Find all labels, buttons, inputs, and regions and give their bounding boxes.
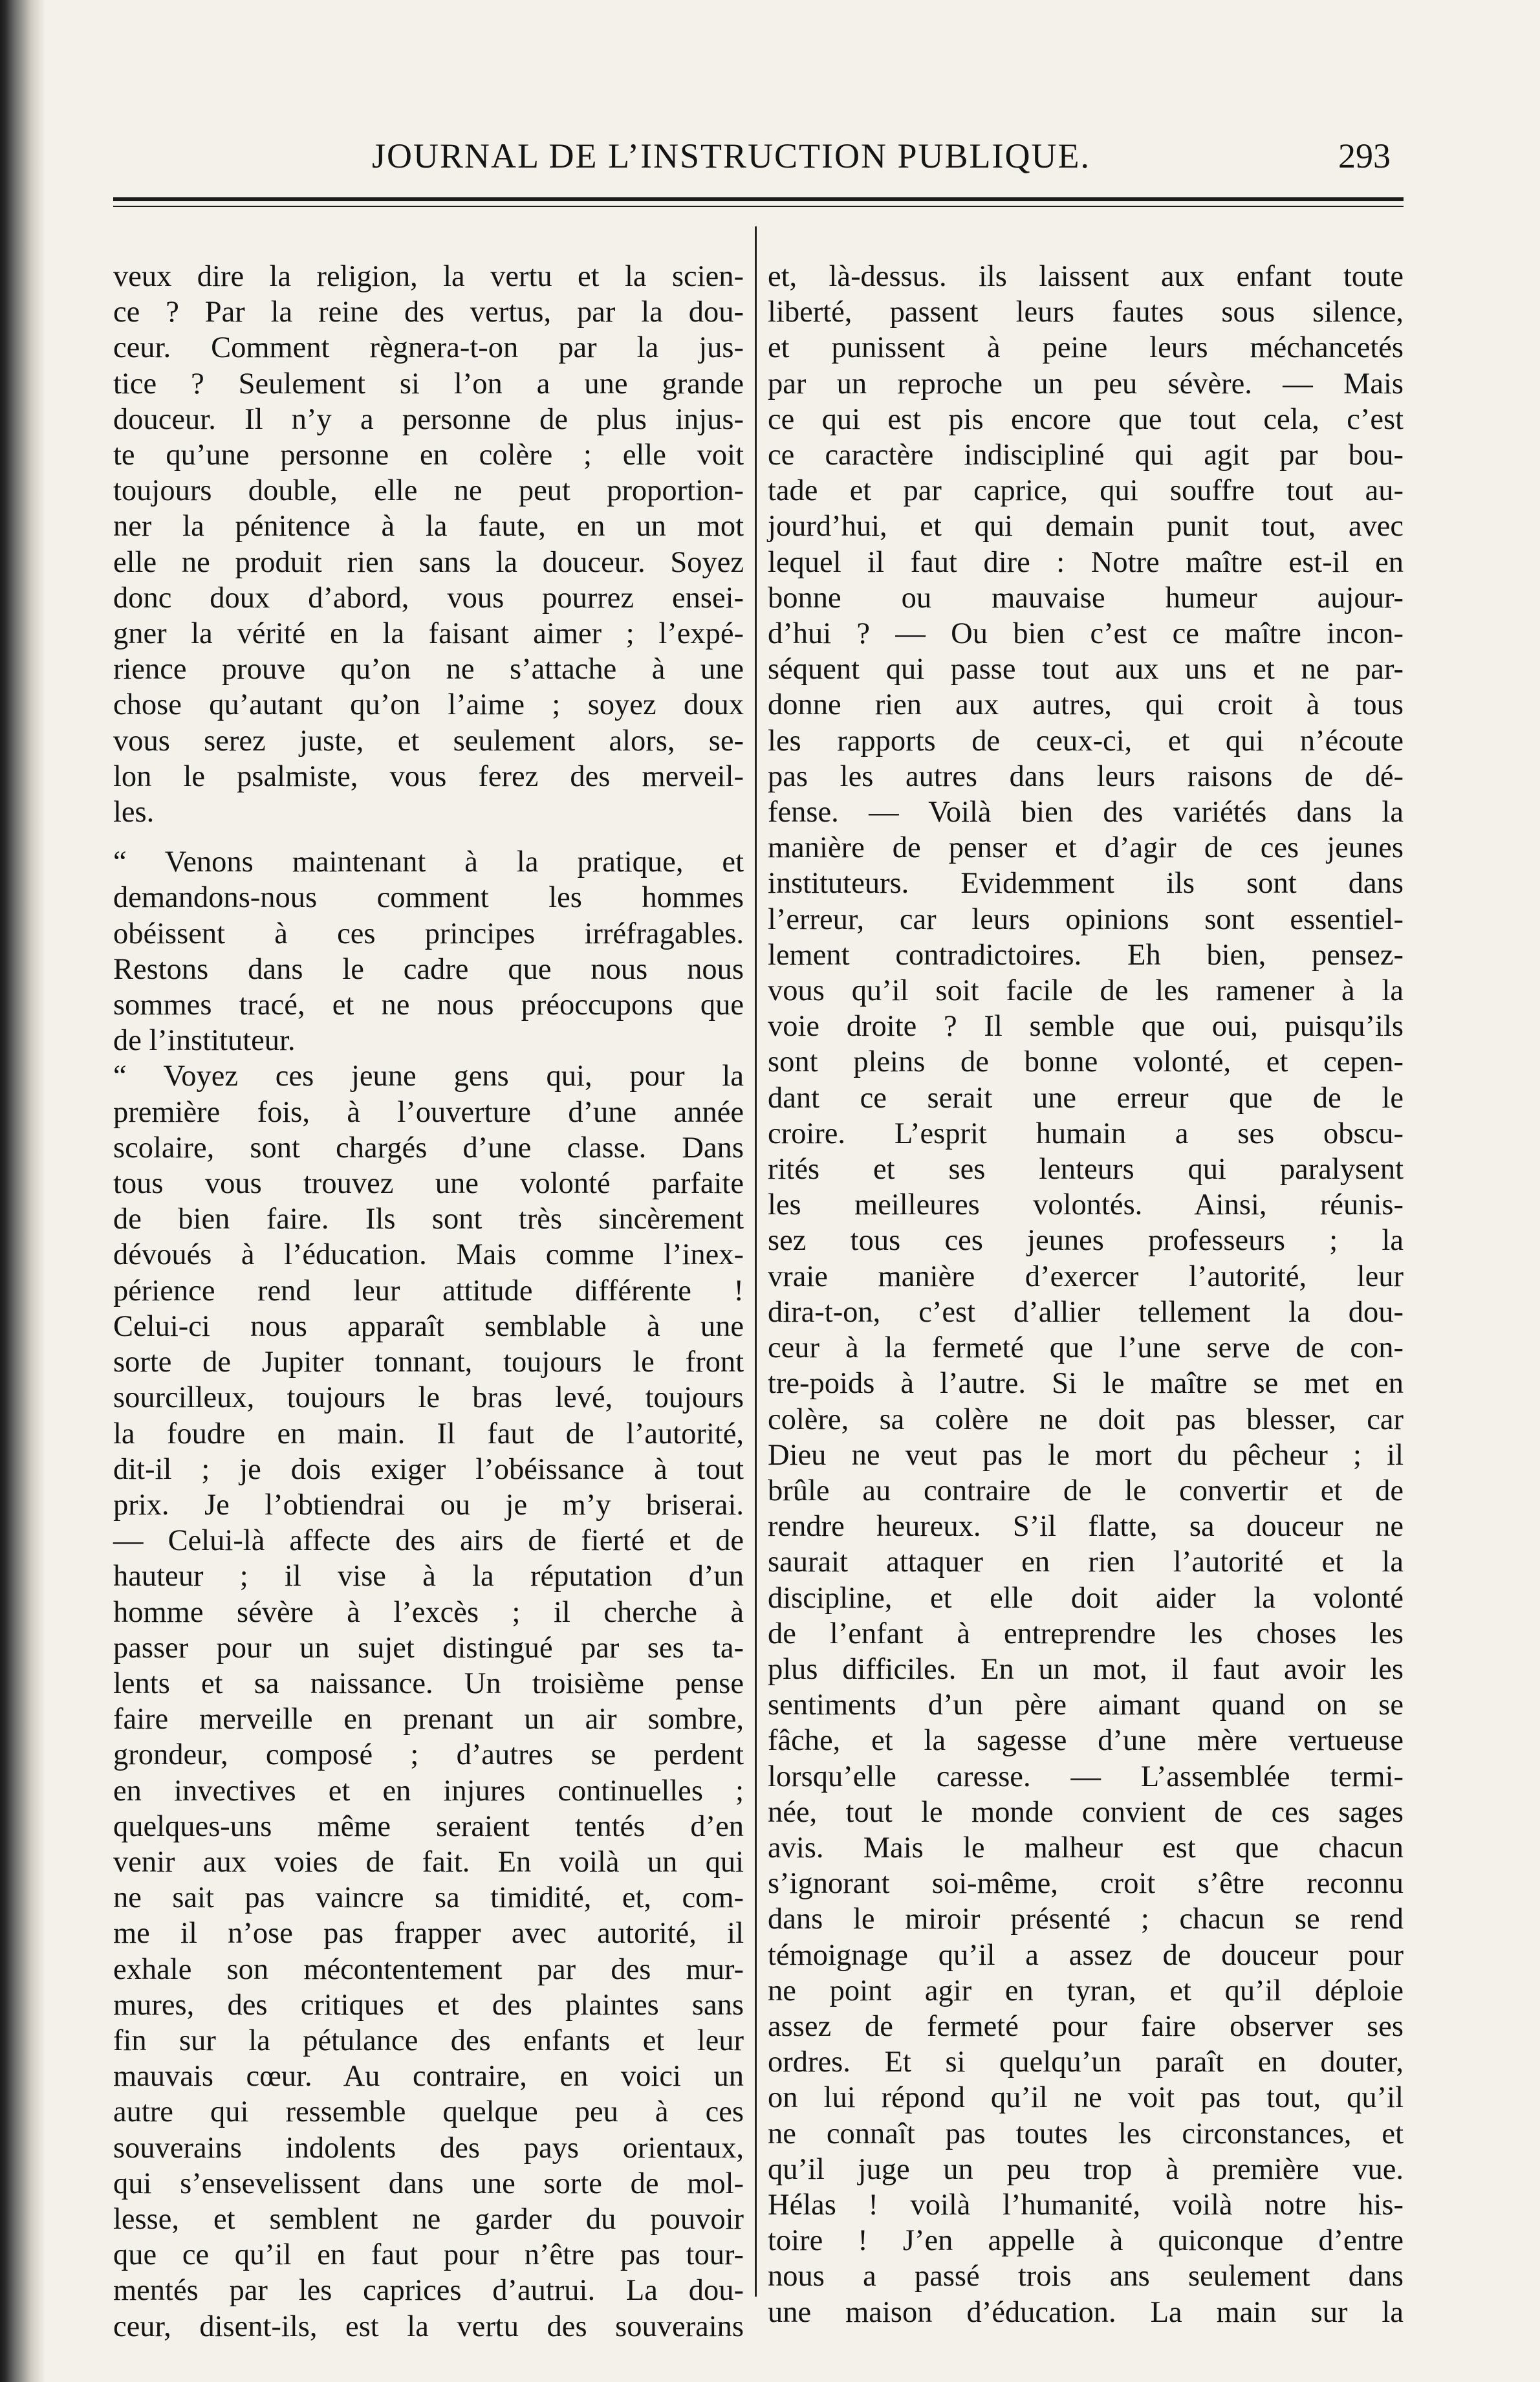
- text-line: pas les autres dans leurs raisons de dé-: [768, 759, 1404, 793]
- text-line: “ Voyez ces jeune gens qui, pour la: [113, 1060, 744, 1093]
- text-line: témoignage qu’il a assez de douceur pour: [768, 1938, 1404, 1972]
- text-line: sont pleins de bonne volonté, et cepen-: [768, 1045, 1404, 1079]
- left-column: [113, 259, 744, 2344]
- page-number: 293: [1338, 137, 1391, 175]
- column-divider: [755, 226, 757, 2297]
- text-line: lement contradictoires. Eh bien, pensez-: [768, 938, 1404, 972]
- text-line: une maison d’éducation. La main sur la: [768, 2295, 1404, 2329]
- text-line: souverains indolents des pays orientaux,: [113, 2131, 744, 2165]
- text-line: me il n’ose pas frapper avec autorité, il: [113, 1917, 744, 1950]
- header-rule-thin: [113, 206, 1404, 207]
- text-line: scolaire, sont chargés d’une classe. Dans: [113, 1131, 744, 1164]
- text-line: sorte de Jupiter tonnant, toujours le front: [113, 1346, 744, 1379]
- text-line: croire. L’esprit humain a ses obscu-: [768, 1117, 1404, 1150]
- text-line: de l’enfant à entreprendre les choses les: [768, 1617, 1404, 1650]
- text-line: mures, des critiques et des plaintes sans: [113, 1988, 744, 2022]
- text-line: “ Venons maintenant à la pratique, et: [113, 846, 744, 879]
- text-line: voie droite ? Il semble que oui, puisqu’ils: [768, 1010, 1404, 1043]
- text-line: dans le miroir présenté ; chacun se rend: [768, 1903, 1404, 1936]
- text-line: passer pour un sujet distingué par ses ta-: [113, 1631, 744, 1665]
- text-line: mauvais cœur. Au contraire, en voici un: [113, 2060, 744, 2093]
- text-line: ne point agir en tyran, et qu’il déploie: [768, 1974, 1404, 2007]
- text-line: ceur. Comment règnera-t-on par la jus-: [113, 331, 744, 365]
- text-line: demandons-nous comment les hommes: [113, 881, 744, 915]
- text-line: tre-poids à l’autre. Si le maître se met en: [768, 1367, 1404, 1401]
- text-line: en invectives et en injures continuelles ;: [113, 1774, 744, 1808]
- text-line: te qu’une personne en colère ; elle voit: [113, 439, 744, 472]
- text-line: tice ? Seulement si l’on a une grande: [113, 367, 744, 400]
- text-line: on lui répond qu’il ne voit pas tout, qu’il: [768, 2081, 1404, 2115]
- text-line: dévoués à l’éducation. Mais comme l’inex-: [113, 1238, 744, 1272]
- text-line: d’hui ? — Ou bien c’est ce maître incon-: [768, 617, 1404, 651]
- text-line: ceur à la fermeté que l’une serve de con-: [768, 1331, 1404, 1365]
- text-line: première fois, à l’ouverture d’une année: [113, 1095, 744, 1129]
- text-line: par un reproche un peu sévère. — Mais: [768, 367, 1404, 400]
- text-line: que ce qu’il en faut pour n’être pas tour-: [113, 2238, 744, 2272]
- text-line: jourd’hui, et qui demain punit tout, avec: [768, 510, 1404, 543]
- text-line: tous vous trouvez une volonté parfaite: [113, 1167, 744, 1201]
- text-line: assez de fermeté pour faire observer ses: [768, 2009, 1404, 2043]
- text-line: née, tout le monde convient de ces sages: [768, 1795, 1404, 1829]
- text-line: qui s’ensevelissent dans une sorte de mol-: [113, 2167, 744, 2200]
- text-line: discipline, et elle doit aider la volonté: [768, 1581, 1404, 1615]
- running-title: JOURNAL DE L’INSTRUCTION PUBLIQUE.: [372, 137, 1090, 175]
- paragraph-gap: [113, 830, 744, 844]
- text-line: lesse, et semblent ne garder du pouvoir: [113, 2202, 744, 2236]
- text-line: sentiments d’un père aimant quand on se: [768, 1688, 1404, 1722]
- text-line: bonne ou mauvaise humeur aujour-: [768, 581, 1404, 615]
- text-line: fense. — Voilà bien des variétés dans la: [768, 796, 1404, 829]
- text-line: manière de penser et d’agir de ces jeunes: [768, 831, 1404, 865]
- text-line: homme sévère à l’excès ; il cherche à: [113, 1595, 744, 1629]
- text-line: nous a passé trois ans seulement dans: [768, 2260, 1404, 2293]
- text-line: vous qu’il soit facile de les ramener à la: [768, 974, 1404, 1008]
- text-line: de l’instituteur.: [113, 1024, 296, 1058]
- text-line: qu’il juge un peu trop à première vue.: [768, 2152, 1404, 2186]
- text-line: l’erreur, car leurs opinions sont essentiel-: [768, 902, 1404, 936]
- text-line: mentés par les caprices d’autrui. La dou-: [113, 2274, 744, 2308]
- text-line: rendre heureux. S’il flatte, sa douceur ne: [768, 1510, 1404, 1544]
- text-line: rités et ses lenteurs qui paralysent: [768, 1153, 1404, 1186]
- text-line: Hélas ! voilà l’humanité, voilà notre his-: [768, 2188, 1404, 2222]
- text-line: douceur. Il n’y a personne de plus injus-: [113, 402, 744, 436]
- text-line: séquent qui passe tout aux uns et ne par-: [768, 653, 1404, 686]
- text-line: chose qu’autant qu’on l’aime ; soyez doux: [113, 688, 744, 722]
- text-line: donne rien aux autres, qui croit à tous: [768, 688, 1404, 722]
- text-line: ceur, disent-ils, est la vertu des souverains: [113, 2310, 744, 2343]
- text-line: venir aux voies de fait. En voilà un qui: [113, 1845, 744, 1879]
- text-line: toujours double, elle ne peut proportion-: [113, 474, 744, 508]
- text-line: fâche, et la sagesse d’une mère vertueuse: [768, 1724, 1404, 1758]
- text-line: autre qui ressemble quelque peu à ces: [113, 2095, 744, 2129]
- text-line: la foudre en main. Il faut de l’autorité,: [113, 1417, 744, 1450]
- text-line: veux dire la religion, la vertu et la scien-: [113, 260, 744, 293]
- text-line: périence rend leur attitude différente !: [113, 1274, 744, 1307]
- text-line: dit-il ; je dois exiger l’obéissance à tout: [113, 1452, 744, 1486]
- text-line: les rapports de ceux-ci, et qui n’écoute: [768, 724, 1404, 758]
- text-line: brûle au contraire de le convertir et de: [768, 1474, 1404, 1507]
- text-line: les meilleures volontés. Ainsi, réunis-: [768, 1188, 1404, 1222]
- text-line: ne sait pas vaincre sa timidité, et, com-: [113, 1881, 744, 1915]
- text-line: lorsqu’elle caresse. — L’assemblée termi-: [768, 1760, 1404, 1793]
- page-header: [113, 136, 1404, 188]
- text-line: instituteurs. Evidemment ils sont dans: [768, 867, 1404, 901]
- text-line: faire merveille en prenant un air sombre,: [113, 1703, 744, 1736]
- text-line: s’ignorant soi-même, croit s’être reconnu: [768, 1867, 1404, 1901]
- text-line: lon le psalmiste, vous ferez des merveil-: [113, 759, 744, 793]
- page-binding-shadow: [0, 0, 45, 2382]
- text-line: sez tous ces jeunes professeurs ; la: [768, 1224, 1404, 1258]
- text-line: obéissent à ces principes irréfragables.: [113, 917, 744, 950]
- text-line: quelques-uns même seraient tentés d’en: [113, 1809, 744, 1843]
- text-line: lents et sa naissance. Un troisième pense: [113, 1666, 744, 1700]
- text-line: ce caractère indiscipliné qui agit par bou-: [768, 439, 1404, 472]
- text-line: dant ce serait une erreur que de le: [768, 1081, 1404, 1115]
- text-line: saurait attaquer en rien l’autorité et la: [768, 1546, 1404, 1579]
- text-line: exhale son mécontentement par des mur-: [113, 1952, 744, 1986]
- text-line: gner la vérité en la faisant aimer ; l’expé-: [113, 617, 744, 651]
- text-line: dira-t-on, c’est d’allier tellement la dou-: [768, 1295, 1404, 1329]
- text-line: grondeur, composé ; d’autres se perdent: [113, 1738, 744, 1772]
- text-line: et, là-dessus. ils laissent aux enfant toute: [768, 260, 1404, 293]
- text-line: ordres. Et si quelqu’un paraît en douter,: [768, 2046, 1404, 2079]
- text-line: rience prouve qu’on ne s’attache à une: [113, 653, 744, 686]
- right-column: [768, 259, 1404, 2330]
- text-line: les.: [113, 796, 155, 829]
- text-line: et punissent à peine leurs méchancetés: [768, 331, 1404, 365]
- text-line: donc doux d’abord, vous pourrez ensei-: [113, 581, 744, 615]
- text-line: Restons dans le cadre que nous nous: [113, 952, 744, 986]
- text-line: toire ! J’en appelle à quiconque d’entre: [768, 2224, 1404, 2258]
- text-line: Celui-ci nous apparaît semblable à une: [113, 1309, 744, 1343]
- text-line: elle ne produit rien sans la douceur. Soyez: [113, 545, 744, 579]
- text-line: hauteur ; il vise à la réputation d’un: [113, 1560, 744, 1593]
- text-line: ce qui est pis encore que tout cela, c’est: [768, 402, 1404, 436]
- text-line: ce ? Par la reine des vertus, par la dou-: [113, 296, 744, 329]
- text-line: ne connaît pas toutes les circonstances, et: [768, 2117, 1404, 2150]
- text-line: liberté, passent leurs fautes sous silence,: [768, 296, 1404, 329]
- text-line: de bien faire. Ils sont très sincèrement: [113, 1203, 744, 1236]
- text-line: tade et par caprice, qui souffre tout au-: [768, 474, 1404, 508]
- text-line: Dieu ne veut pas le mort du pêcheur ; il: [768, 1438, 1404, 1472]
- text-line: sommes tracé, et ne nous préoccupons que: [113, 989, 744, 1022]
- text-line: vous serez juste, et seulement alors, se-: [113, 724, 744, 758]
- text-line: avis. Mais le malheur est que chacun: [768, 1831, 1404, 1864]
- text-line: vraie manière d’exercer l’autorité, leur: [768, 1260, 1404, 1293]
- text-line: colère, sa colère ne doit pas blesser, car: [768, 1403, 1404, 1436]
- header-rule-thick: [113, 197, 1404, 201]
- text-line: — Celui-là affecte des airs de fierté et de: [113, 1524, 744, 1558]
- text-line: sourcilleux, toujours le bras levé, toujours: [113, 1381, 744, 1415]
- text-line: plus difficiles. En un mot, il faut avoir les: [768, 1652, 1404, 1686]
- text-line: ner la pénitence à la faute, en un mot: [113, 510, 744, 543]
- text-line: fin sur la pétulance des enfants et leur: [113, 2024, 744, 2057]
- text-line: lequel il faut dire : Notre maître est-il en: [768, 545, 1404, 579]
- text-line: prix. Je l’obtiendrai ou je m’y briserai.: [113, 1488, 744, 1522]
